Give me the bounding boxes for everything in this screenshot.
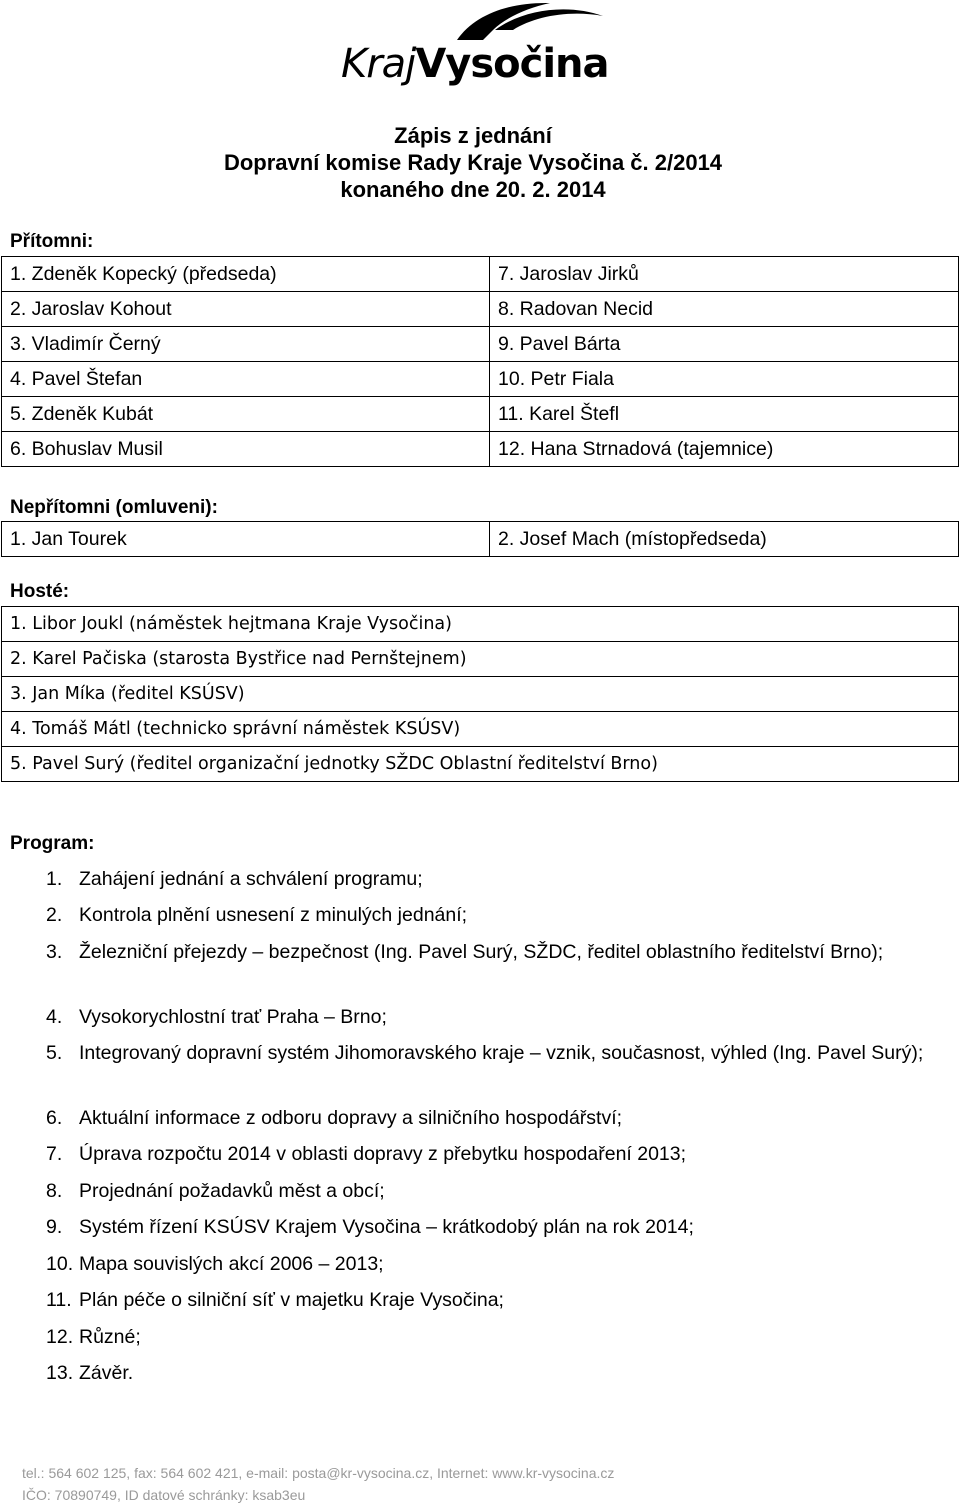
- program-item-text: Železniční přejezdy – bezpečnost (Ing. Pavel Surý, SŽDC, ředitel oblastního ředitelství Brno);: [79, 941, 884, 963]
- table-row: [2, 642, 959, 677]
- program-item-number: 2.: [46, 904, 63, 926]
- logo-text-kraj: Kraj: [341, 41, 416, 87]
- program-item-text: Aktuální informace z odboru dopravy a silničního hospodářství;: [79, 1107, 623, 1129]
- program-item-text: Kontrola plnění usnesení z minulých jednání;: [79, 904, 468, 926]
- table-row: [2, 327, 959, 362]
- program-item-number: 10.: [46, 1253, 74, 1275]
- program-item-text: Různé;: [79, 1326, 141, 1348]
- program-item-number: 6.: [46, 1107, 63, 1129]
- program-item-text: Systém řízení KSÚSV Krajem Vysočina – krátkodobý plán na rok 2014;: [79, 1216, 694, 1238]
- program-item-number: 7.: [46, 1143, 63, 1165]
- table-cell: 5. Pavel Surý (ředitel organizační jednotky SŽDC Oblastní ředitelství Brno): [2, 747, 959, 782]
- present-heading: Přítomni:: [10, 231, 94, 252]
- program-item-number: 9.: [46, 1216, 63, 1238]
- guests-table: [1, 606, 959, 782]
- program-item-number: 11.: [46, 1289, 72, 1311]
- table-row: [2, 747, 959, 782]
- document-title-line1: Zápis z jednání: [394, 123, 552, 148]
- guests-heading: Hosté:: [10, 581, 70, 602]
- table-cell: 1. Jan Tourek: [2, 522, 490, 557]
- footer-line-ids: IČO: 70890749, ID datové schránky: ksab3eu: [22, 1487, 306, 1503]
- table-cell: 1. Libor Joukl (náměstek hejtmana Kraje Vysočina): [2, 607, 959, 642]
- table-cell: 12. Hana Strnadová (tajemnice): [490, 432, 959, 467]
- program-item-number: 3.: [46, 941, 63, 963]
- absent-heading: Nepřítomni (omluveni):: [10, 497, 218, 518]
- program-item-number: 5.: [46, 1042, 63, 1064]
- table-cell: 3. Jan Míka (ředitel KSÚSV): [2, 677, 959, 712]
- table-row: [2, 292, 959, 327]
- footer-line-contacts: tel.: 564 602 125, fax: 564 602 421, e-mail: posta@kr-vysocina.cz, Internet: www.kr-vysocina.cz: [22, 1465, 615, 1481]
- table-cell: 3. Vladimír Černý: [2, 327, 490, 362]
- table-row: [2, 432, 959, 467]
- table-cell: 1. Zdeněk Kopecký (předseda): [2, 257, 490, 292]
- table-row: [2, 362, 959, 397]
- logo-text-vysocina: Vysočina: [415, 41, 609, 87]
- program-item-text: Mapa souvislých akcí 2006 – 2013;: [79, 1253, 384, 1275]
- table-row: [2, 257, 959, 292]
- table-cell: 11. Karel Štefl: [490, 397, 959, 432]
- program-item-text: Zahájení jednání a schválení programu;: [79, 868, 423, 890]
- absent-table: [1, 521, 959, 557]
- table-row: [2, 677, 959, 712]
- table-cell: 7. Jaroslav Jirků: [490, 257, 959, 292]
- program-item-text: Plán péče o silniční síť v majetku Kraje Vysočina;: [79, 1289, 504, 1311]
- kraj-vysocina-logo: [335, 0, 615, 95]
- program-item-text: Úprava rozpočtu 2014 v oblasti dopravy z přebytku hospodaření 2013;: [79, 1143, 687, 1165]
- table-cell: 2. Josef Mach (místopředseda): [490, 522, 959, 557]
- table-row: [2, 522, 959, 557]
- table-cell: 8. Radovan Necid: [490, 292, 959, 327]
- table-cell: 4. Tomáš Mátl (technicko správní náměstek KSÚSV): [2, 712, 959, 747]
- program-item-number: 1.: [46, 868, 63, 890]
- program-item-text: Integrovaný dopravní systém Jihomoravského kraje – vznik, současnost, výhled (Ing. Pavel Surý);: [79, 1042, 924, 1064]
- present-table: [1, 256, 959, 467]
- swoosh-logo-icon: [455, 0, 605, 42]
- program-item-text: Závěr.: [79, 1362, 134, 1384]
- table-cell: 4. Pavel Štefan: [2, 362, 490, 397]
- program-item-text: Projednání požadavků měst a obcí;: [79, 1180, 385, 1202]
- table-cell: 5. Zdeněk Kubát: [2, 397, 490, 432]
- table-cell: 10. Petr Fiala: [490, 362, 959, 397]
- program-item-text: Vysokorychlostní trať Praha – Brno;: [79, 1006, 387, 1028]
- table-row: [2, 397, 959, 432]
- table-cell: 9. Pavel Bárta: [490, 327, 959, 362]
- footer-contact: [22, 1462, 614, 1506]
- document-title-line2: Dopravní komise Rady Kraje Vysočina č. 2/2014: [223, 150, 723, 175]
- program-item-number: 13.: [46, 1362, 74, 1384]
- table-row: [2, 712, 959, 747]
- table-cell: 2. Jaroslav Kohout: [2, 292, 490, 327]
- table-row: [2, 607, 959, 642]
- table-cell: 6. Bohuslav Musil: [2, 432, 490, 467]
- logo-wordmark: [341, 40, 609, 88]
- program-item-number: 12.: [46, 1326, 74, 1348]
- document-title-line3: konaného dne 20. 2. 2014: [340, 177, 606, 202]
- program-item-number: 4.: [46, 1006, 63, 1028]
- table-cell: 2. Karel Pačiska (starosta Bystřice nad Pernštejnem): [2, 642, 959, 677]
- program-item-number: 8.: [46, 1180, 63, 1202]
- program-heading: Program:: [10, 833, 95, 854]
